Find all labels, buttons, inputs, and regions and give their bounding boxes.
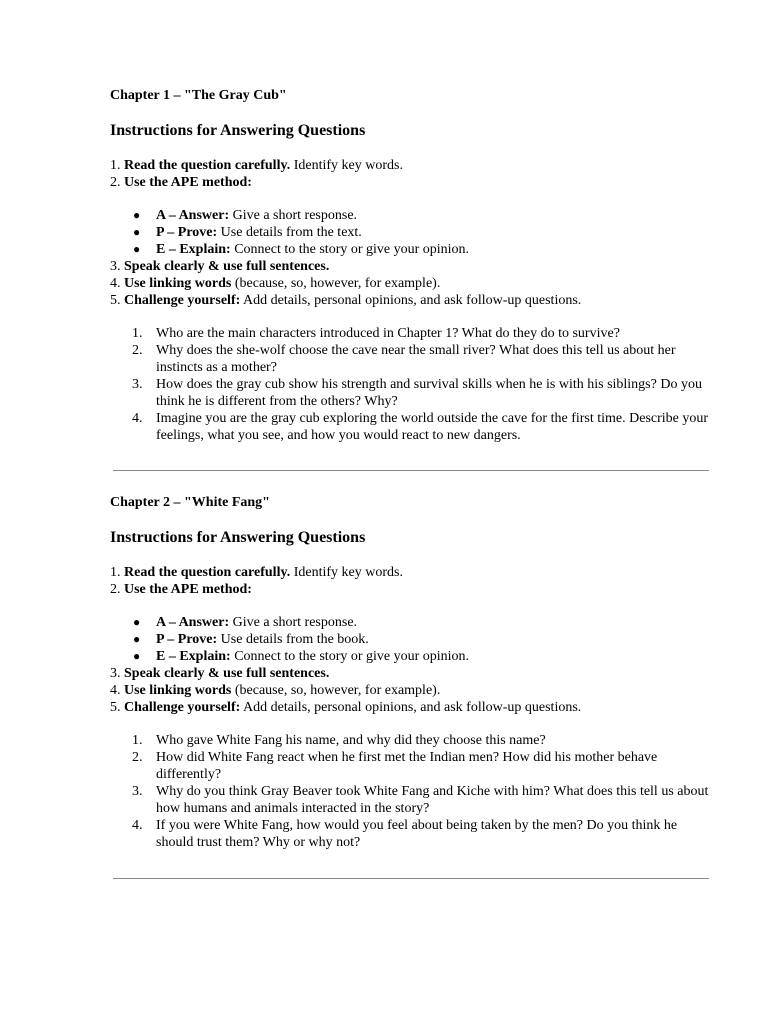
section-divider <box>113 470 709 471</box>
step-read-question: 1. Read the question carefully. Identify key words. <box>110 158 403 173</box>
ape-item-answer: ● A – Answer: Give a short response. <box>133 615 358 630</box>
step-linking-words: 4. Use linking words (because, so, however, for example). <box>110 683 441 698</box>
questions-list <box>110 325 715 444</box>
question-item: 3. Why do you think Gray Beaver took White Fang and Kiche with him? What does this tell us about how humans and animals interacted in the story? <box>132 784 709 816</box>
ape-item-prove: ● P – Prove: Use details from the text. <box>133 225 362 240</box>
question-item: 2. Why does the she-wolf choose the cave near the small river? What does this tell us about her instincts as a mother? <box>132 343 676 375</box>
question-item: 2. How did White Fang react when he first met the Indian men? How did his mother behave differently? <box>132 750 658 782</box>
bullet-icon: ● <box>133 615 141 629</box>
ape-list <box>110 207 581 258</box>
ape-item-answer: ● A – Answer: Give a short response. <box>133 208 358 223</box>
bullet-icon: ● <box>133 208 141 222</box>
step-challenge: 5. Challenge yourself: Add details, personal opinions, and ask follow-up questions. <box>110 700 582 715</box>
bullet-icon: ● <box>133 632 141 646</box>
bullet-icon: ● <box>133 649 141 663</box>
bullet-icon: ● <box>133 225 141 239</box>
instructions-steps <box>110 157 581 309</box>
question-item: 3. How does the gray cub show his strength and survival skills when he is with his siblings? Do you think he is different from the others? Why? <box>132 377 702 409</box>
step-speak-clearly: 3. Speak clearly & use full sentences. <box>110 259 330 274</box>
step-ape-method: 2. Use the APE method: <box>110 582 252 597</box>
instructions-heading: Instructions for Answering Questions <box>110 529 366 546</box>
question-item: 4. Imagine you are the gray cub exploring the world outside the cave for the first time. Describe your feelings, what you see, and how you would react to new dangers. <box>132 411 709 443</box>
ape-item-prove: ● P – Prove: Use details from the book. <box>133 632 369 647</box>
step-ape-method: 2. Use the APE method: <box>110 175 252 190</box>
step-speak-clearly: 3. Speak clearly & use full sentences. <box>110 666 330 681</box>
question-item: 1. Who gave White Fang his name, and why did they choose this name? <box>132 733 546 748</box>
chapter-title: Chapter 2 – "White Fang" <box>110 495 270 510</box>
question-item: 1. Who are the main characters introduced in Chapter 1? What do they do to survive? <box>132 326 620 341</box>
questions-list <box>110 732 715 851</box>
step-challenge: 5. Challenge yourself: Add details, personal opinions, and ask follow-up questions. <box>110 293 582 308</box>
chapter-2-section <box>110 494 720 850</box>
chapter-1-section <box>110 87 720 443</box>
ape-item-explain: ● E – Explain: Connect to the story or give your opinion. <box>133 649 470 664</box>
question-item: 4. If you were White Fang, how would you feel about being taken by the men? Do you think he should trust them? Why or why not? <box>132 818 678 850</box>
bullet-icon: ● <box>133 242 141 256</box>
ape-list <box>110 614 581 665</box>
instructions-heading: Instructions for Answering Questions <box>110 122 366 139</box>
step-linking-words: 4. Use linking words (because, so, however, for example). <box>110 276 441 291</box>
chapter-title: Chapter 1 – "The Gray Cub" <box>110 88 287 103</box>
section-divider <box>113 878 709 879</box>
ape-item-explain: ● E – Explain: Connect to the story or give your opinion. <box>133 242 470 257</box>
instructions-steps <box>110 564 581 716</box>
step-read-question: 1. Read the question carefully. Identify key words. <box>110 565 403 580</box>
